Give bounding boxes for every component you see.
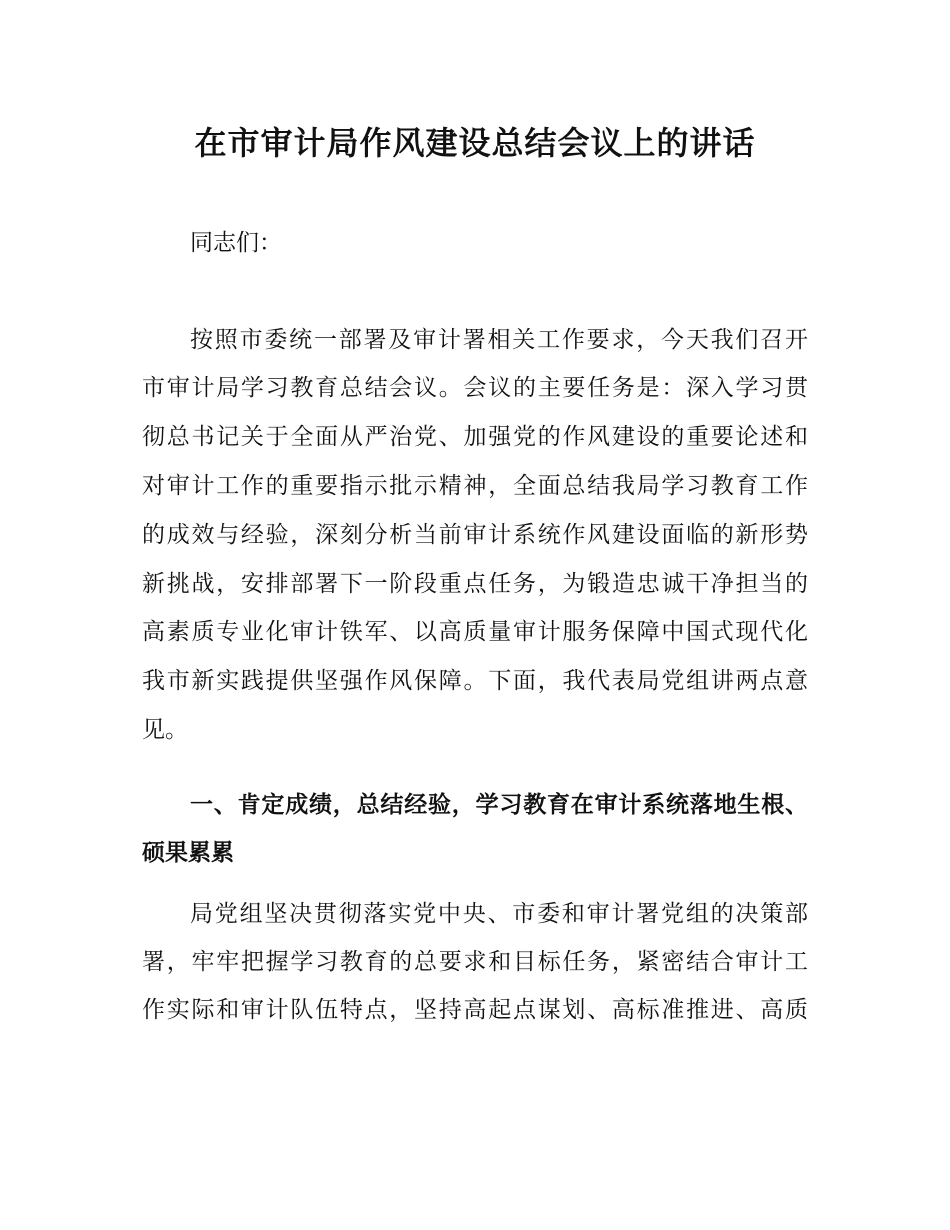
paragraph-line: 作实际和审计队伍特点，坚持高起点谋划、高标准推进、高质 (142, 997, 808, 1023)
paragraph-line: 局党组坚决贯彻落实党中央、市委和审计署党组的决策部 (190, 901, 808, 927)
paragraph-line: 市审计局学习教育总结会议。会议的主要任务是：深入学习贯 (142, 375, 808, 401)
document-title: 在市审计局作风建设总结会议上的讲话 (194, 124, 756, 162)
heading-line: 硕果累累 (142, 840, 234, 866)
paragraph-line: 按照市委统一部署及审计署相关工作要求，今天我们召开 (190, 327, 808, 353)
paragraph-line: 新挑战，安排部署下一阶段重点任务，为锻造忠诚干净担当的 (142, 571, 808, 597)
paragraph-line: 高素质专业化审计铁军、以高质量审计服务保障中国式现代化 (142, 619, 808, 645)
paragraph-line: 署，牢牢把握学习教育的总要求和目标任务，紧密结合审计工 (142, 949, 808, 975)
paragraph-line: 的成效与经验，深刻分析当前审计系统作风建设面临的新形势 (142, 522, 808, 548)
heading-line: 一、肯定成绩，总结经验，学习教育在审计系统落地生根、 (190, 792, 808, 818)
paragraph-line: 见。 (142, 717, 188, 743)
salutation: 同志们： (190, 230, 282, 256)
paragraph-line: 对审计工作的重要指示批示精神，全面总结我局学习教育工作 (142, 473, 808, 499)
paragraph-line: 我市新实践提供坚强作风保障。下面，我代表局党组讲两点意 (142, 668, 808, 694)
paragraph-line: 彻总书记关于全面从严治党、加强党的作风建设的重要论述和 (142, 424, 808, 450)
